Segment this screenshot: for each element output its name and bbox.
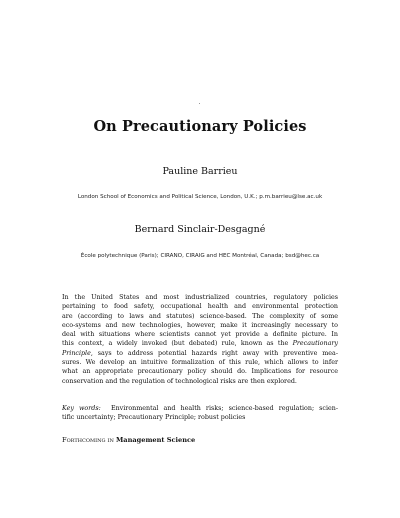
paper-title: On Precautionary Policies: [93, 118, 307, 135]
abstract-line: sures. We develop an intuitive formalization of this rule, which allows to infer: [62, 359, 338, 367]
abstract-line: [62, 349, 338, 358]
author-name-2: Bernard Sinclair-Desgagné: [134, 224, 266, 235]
forthcoming-prefix: Forthcoming in: [62, 436, 114, 444]
abstract-text: this context, a widely invoked (but debated) rule, known as the: [62, 340, 289, 348]
journal-name: Management Science: [116, 436, 196, 444]
keywords-line: tific uncertainty; Precautionary Principle; robust policies: [62, 414, 246, 422]
abstract-line: deal with situations where scientists cannot yet provide a definite picture. In: [62, 331, 338, 339]
abstract-line: [62, 339, 338, 348]
keywords-text: Environmental and health risks; science-based regulation; scien-: [110, 405, 338, 412]
abstract-emphasis: Principle: [62, 349, 91, 357]
keywords-line: [62, 404, 338, 413]
abstract-line: eco-systems and new technologies, however, make it increasingly necessary to: [62, 321, 338, 329]
abstract-line: pertaining to food safety, occupational health and environmental protection: [62, 303, 338, 311]
abstract-line: are (according to laws and statutes) science-based. The complexity of some: [62, 312, 338, 320]
abstract-text: , says to address potential hazards right away with preventive mea-: [90, 349, 338, 357]
author-affiliation-2: École polytechnique (Paris); CIRANO, CIRAIG and HEC Montréal, Canada; bsd@hec.ca: [80, 253, 320, 259]
keywords-label: Key words:: [62, 405, 101, 412]
abstract-line: what an appropriate precautionary policy should do. Implications for resource: [62, 368, 338, 376]
abstract-emphasis: Precautionary: [292, 340, 338, 348]
author-name-1: Pauline Barrieu: [162, 166, 238, 177]
abstract-line: conservation and the regulation of technological risks are then explored.: [62, 377, 297, 385]
forthcoming-note: [62, 436, 338, 444]
author-affiliation-1: London School of Economics and Political Science, London, U.K.; p.m.barrieu@lse.ac.uk: [77, 194, 323, 200]
keywords: [62, 404, 338, 423]
page-mark: [199, 103, 200, 104]
abstract-line: In the United States and most industrialized countries, regulatory policies: [62, 294, 338, 301]
abstract: [62, 293, 338, 386]
